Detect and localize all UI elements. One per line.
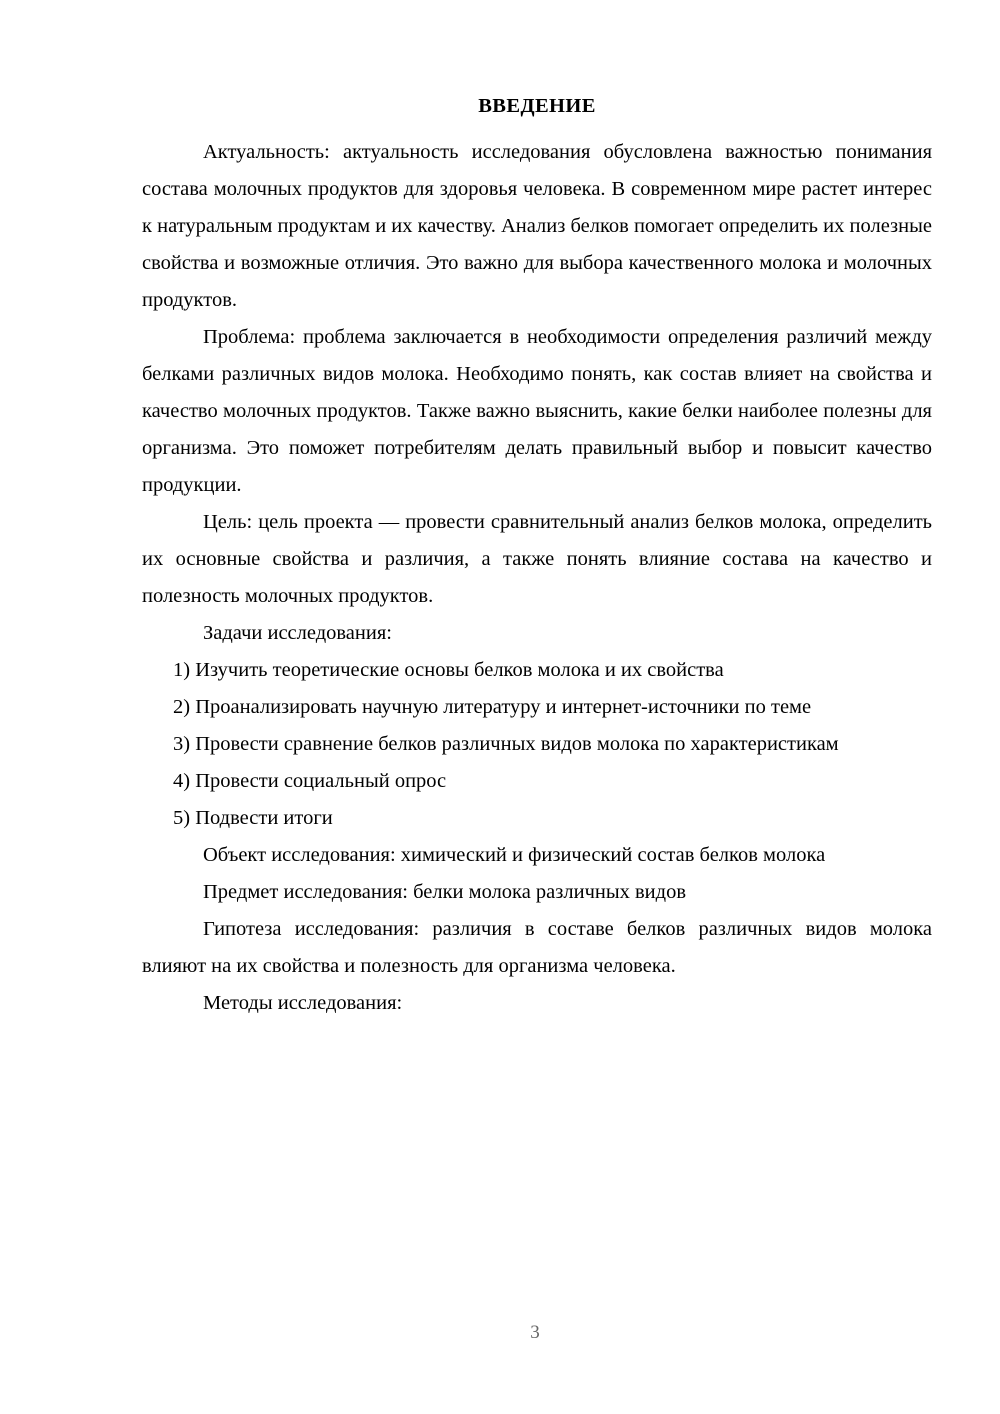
page-number: 3	[530, 1322, 540, 1343]
paragraph-goal: Цель: цель проекта — провести сравнительный анализ белков молока, определить их основные свойства и различия, а также понять влияние состава на качество и полезность молочных продуктов.	[142, 511, 932, 607]
paragraph-relevance: Актуальность: актуальность исследования обусловлена важностью понимания состава молочных продуктов для здоровья человека. В современном мире растет интерес к натуральным продуктам и их качеству. Анализ белков помогает определить их полезные свойства и возможные отличия. Это важно для выбора качественного молока и молочных продуктов.	[142, 141, 932, 311]
list-item: 2) Проанализировать научную литературу и интернет-источники по теме	[173, 696, 812, 718]
list-item: 4) Провести социальный опрос	[173, 770, 447, 792]
heading-tasks: Задачи исследования:	[203, 622, 392, 644]
list-item: 1) Изучить теоретические основы белков молока и их свойства	[173, 659, 724, 681]
paragraph-object: Объект исследования: химический и физический состав белков молока	[203, 844, 826, 866]
document-body	[142, 88, 932, 1022]
list-item: 5) Подвести итоги	[173, 807, 333, 829]
paragraph-problem: Проблема: проблема заключается в необходимости определения различий между белками различных видов молока. Необходимо понять, как состав влияет на свойства и качество молочных продуктов. Также важно выяснить, какие белки наиболее полезны для организма. Это поможет потребителям делать правильный выбор и повысит качество продукции.	[142, 326, 932, 496]
paragraph-hypothesis: Гипотеза исследования: различия в составе белков различных видов молока влияют на их свойства и полезность для организма человека.	[142, 918, 932, 977]
paragraph-subject: Предмет исследования: белки молока различных видов	[203, 881, 687, 903]
heading-methods: Методы исследования:	[203, 992, 403, 1014]
page-title: ВВЕДЕНИЕ	[478, 95, 596, 117]
list-item: 3) Провести сравнение белков различных видов молока по характеристикам	[173, 733, 839, 755]
